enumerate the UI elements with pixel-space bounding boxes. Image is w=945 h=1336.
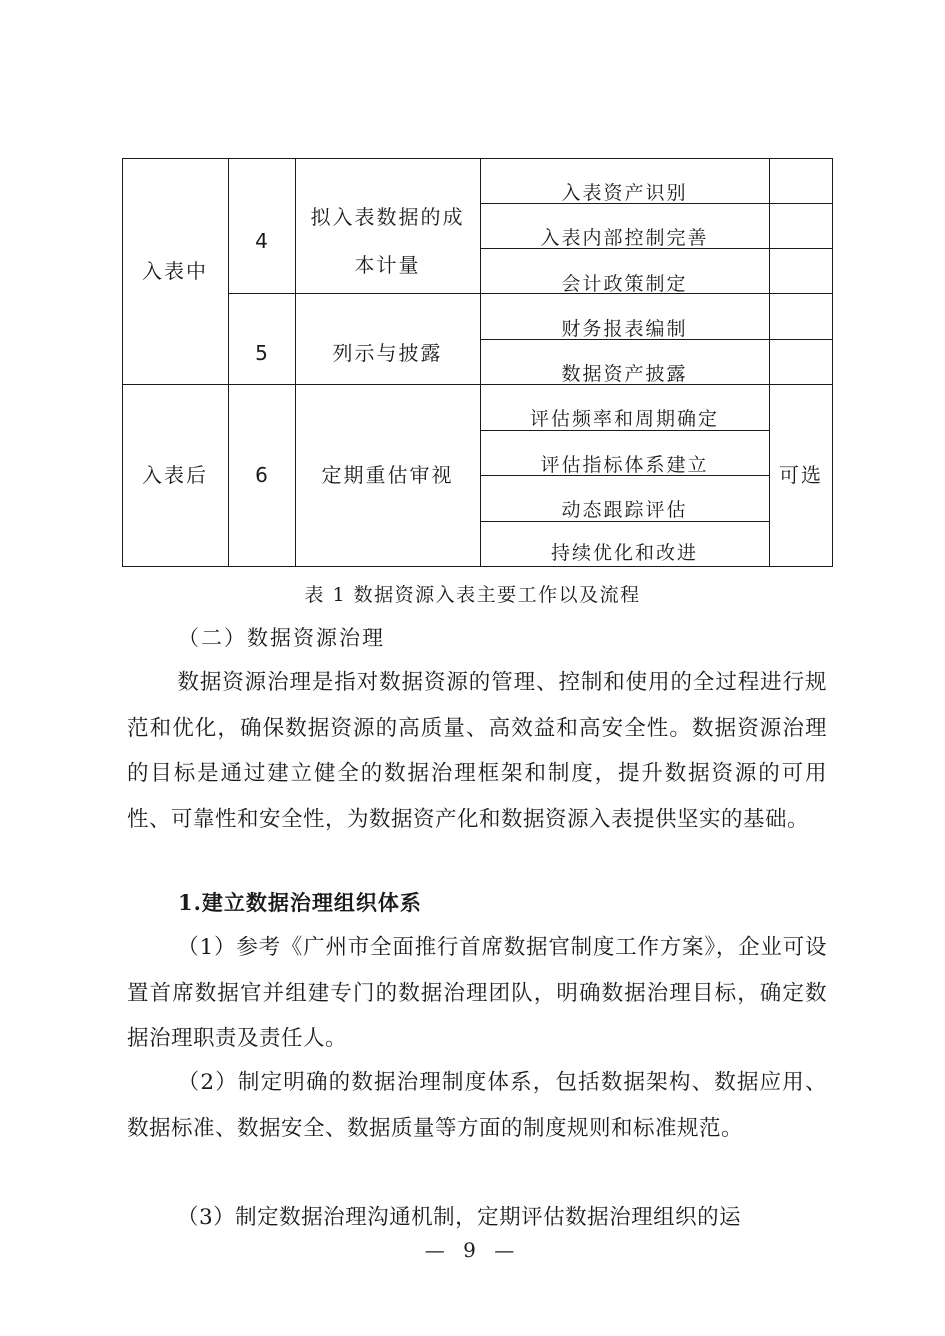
subtask-cell: 入表资产识别	[561, 181, 688, 204]
subsection-title: 1.建立数据治理组织体系	[178, 890, 422, 915]
table-caption: 表 1 数据资源入表主要工作以及流程	[304, 584, 641, 606]
workflow-table	[122, 158, 833, 567]
subtask-cell: 持续优化和改进	[550, 542, 698, 564]
task-cell: 拟入表数据的成 本计量	[310, 204, 465, 277]
task-cell: 定期重估审视	[321, 463, 454, 487]
subtask-cell: 评估指标体系建立	[540, 453, 709, 476]
section-title: （二）数据资源治理	[178, 626, 385, 650]
list-item	[127, 1060, 827, 1151]
stage-cell: 入表后	[142, 463, 208, 487]
list-item-text: （2）制定明确的数据治理制度体系，包括数据架构、数据应用、数据标准、数据安全、数据质量等方面的制度规则和标准规范。	[127, 1070, 827, 1141]
subtask-cell: 评估频率和周期确定	[529, 407, 719, 430]
step-number: 6	[255, 463, 268, 487]
page-number: — 9 —	[424, 1238, 521, 1262]
list-item-text: （1）参考《广州市全面推行首席数据官制度工作方案》，企业可设置首席数据官并组建专门的数据治理团队，明确数据治理目标，确定数据治理职责及责任人。	[127, 935, 827, 1051]
stage-cell: 入表中	[142, 259, 208, 283]
task-cell: 列示与披露	[332, 341, 443, 365]
subtask-cell: 会计政策制定	[561, 272, 688, 295]
subtask-cell: 财务报表编制	[561, 317, 688, 340]
note-cell: 可选	[779, 463, 823, 487]
subtask-cell: 动态跟踪评估	[561, 498, 688, 521]
step-number: 5	[255, 341, 268, 365]
step-number: 4	[255, 229, 268, 253]
list-item	[127, 1195, 827, 1241]
intro-text: 数据资源治理是指对数据资源的管理、控制和使用的全过程进行规范和优化，确保数据资源的高质量、高效益和高安全性。数据资源治理的目标是通过建立健全的数据治理框架和制度，提升数据资源的可用性、可靠性和安全性，为数据资产化和数据资源入表提供坚实的基础。	[127, 670, 827, 832]
list-item-text: （3）制定数据治理沟通机制，定期评估数据治理组织的运	[177, 1205, 742, 1230]
list-item	[127, 925, 827, 1062]
subtask-cell: 数据资产披露	[561, 362, 688, 385]
subtask-cell: 入表内部控制完善	[540, 226, 709, 249]
intro-paragraph	[127, 660, 827, 842]
